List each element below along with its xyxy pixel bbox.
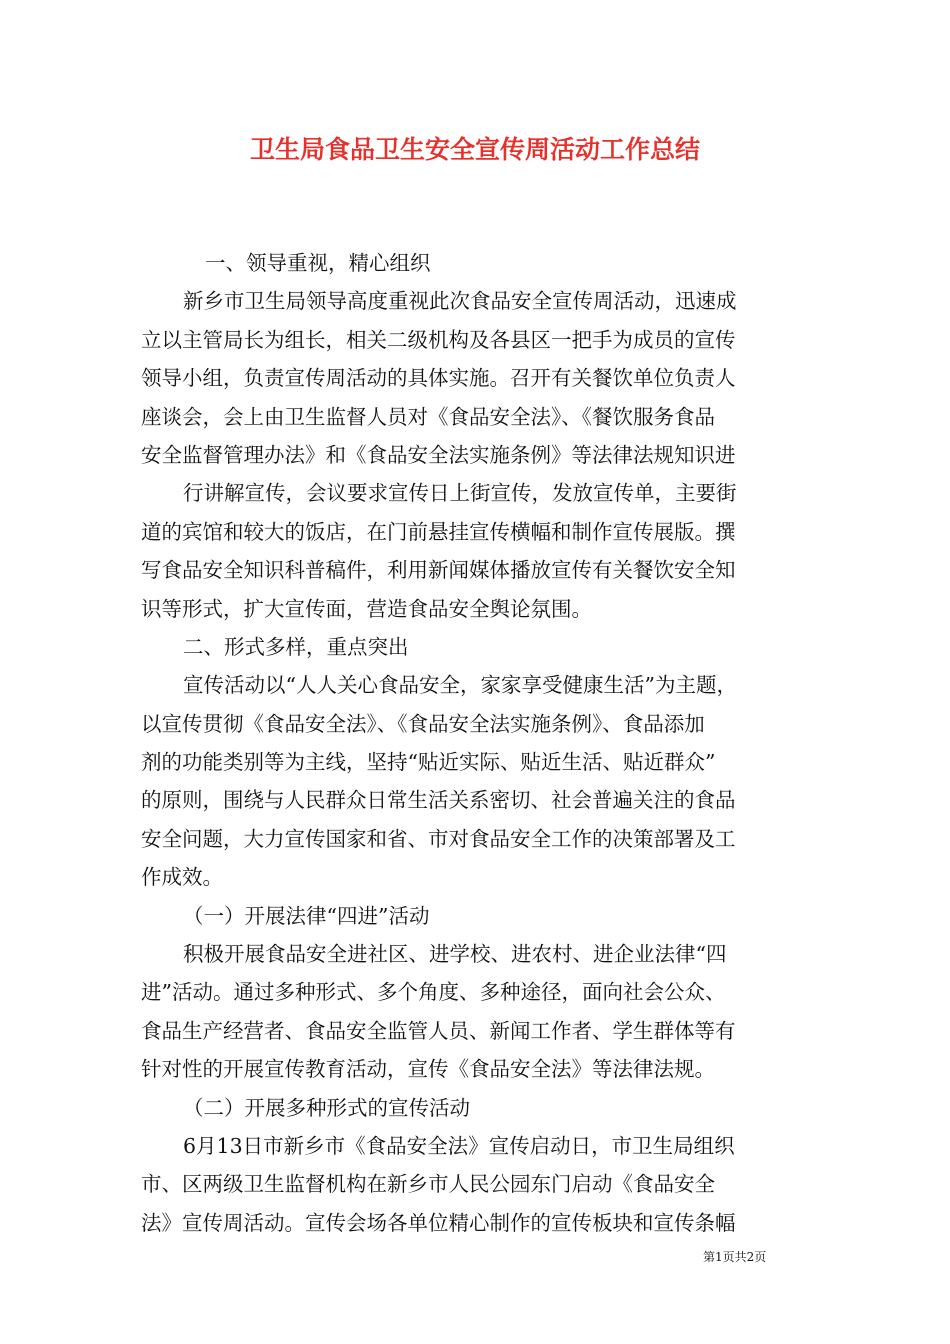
paragraph-line: 积极开展食品安全进社区、进学校、进农村、进企业法律“四 [183, 942, 727, 967]
paragraph-line: 进”活动。通过多种形式、多个角度、多种途径，面向社会公众、 [141, 980, 726, 1005]
paragraph-line: 的原则，围绕与人民群众日常生活关系密切、社会普遍关注的食品 [141, 788, 736, 813]
section-heading-2: 二、形式多样，重点突出 [183, 634, 409, 659]
paragraph-line: 作成效。 [141, 865, 223, 890]
subsection-heading-1: （一）开展法律“四进”活动 [183, 903, 430, 928]
paragraph-line: 安全监督管理办法》和《食品安全法实施条例》等法律法规知识进 [141, 442, 736, 467]
paragraph-line: 安全问题，大力宣传国家和省、市对食品安全工作的决策部署及工 [141, 826, 736, 851]
paragraph-line: 写食品安全知识科普稿件，利用新闻媒体播放宣传有关餐饮安全知 [141, 558, 736, 583]
paragraph-line: 座谈会，会上由卫生监督人员对《食品安全法》、《餐饮服务食品 [141, 404, 715, 429]
paragraph-line: 食品生产经营者、食品安全监管人员、新闻工作者、学生群体等有 [141, 1018, 736, 1043]
paragraph-line: 市、区两级卫生监督机构在新乡市人民公园东门启动《食品安全 [141, 1172, 715, 1197]
paragraph-line: 道的宾馆和较大的饭店，在门前悬挂宣传横幅和制作宣传展版。撰 [141, 519, 736, 544]
paragraph-line: 领导小组，负责宣传周活动的具体实施。召开有关餐饮单位负责人 [141, 366, 736, 391]
section-heading-1: 一、领导重视，精心组织 [205, 251, 431, 275]
document-body [141, 244, 813, 1242]
paragraph-line: 以宣传贯彻《食品安全法》、《食品安全法实施条例》、食品添加 [141, 711, 705, 736]
paragraph-line: 针对性的开展宣传教育活动，宣传《食品安全法》等法律法规。 [141, 1057, 715, 1082]
paragraph-line: 法》宣传周活动。宣传会场各单位精心制作的宣传板块和宣传条幅 [141, 1210, 736, 1235]
paragraph-line: 6月13日市新乡市《食品安全法》宣传启动日，市卫生局组织 [183, 1133, 735, 1158]
paragraph-line: 剂的功能类别等为主线，坚持“贴近实际、贴近生活、贴近群众” [141, 750, 716, 775]
page-number: 第1页共2页 [703, 1250, 767, 1264]
subsection-heading-2: （二）开展多种形式的宣传活动 [183, 1095, 470, 1120]
paragraph-line: 宣传活动以“人人关心食品安全，家家享受健康生活”为主题， [183, 673, 737, 698]
paragraph-line: 行讲解宣传，会议要求宣传日上街宣传，发放宣传单，主要街 [183, 481, 737, 506]
paragraph-line: 新乡市卫生局领导高度重视此次食品安全宣传周活动，迅速成 [183, 289, 737, 314]
paragraph-line: 识等形式，扩大宣传面，营造食品安全舆论氛围。 [141, 596, 592, 621]
paragraph-line: 立以主管局长为组长，相关二级机构及各县区一把手为成员的宣传 [141, 327, 736, 352]
page-title: 卫生局食品卫生安全宣传周活动工作总结 [249, 135, 700, 164]
